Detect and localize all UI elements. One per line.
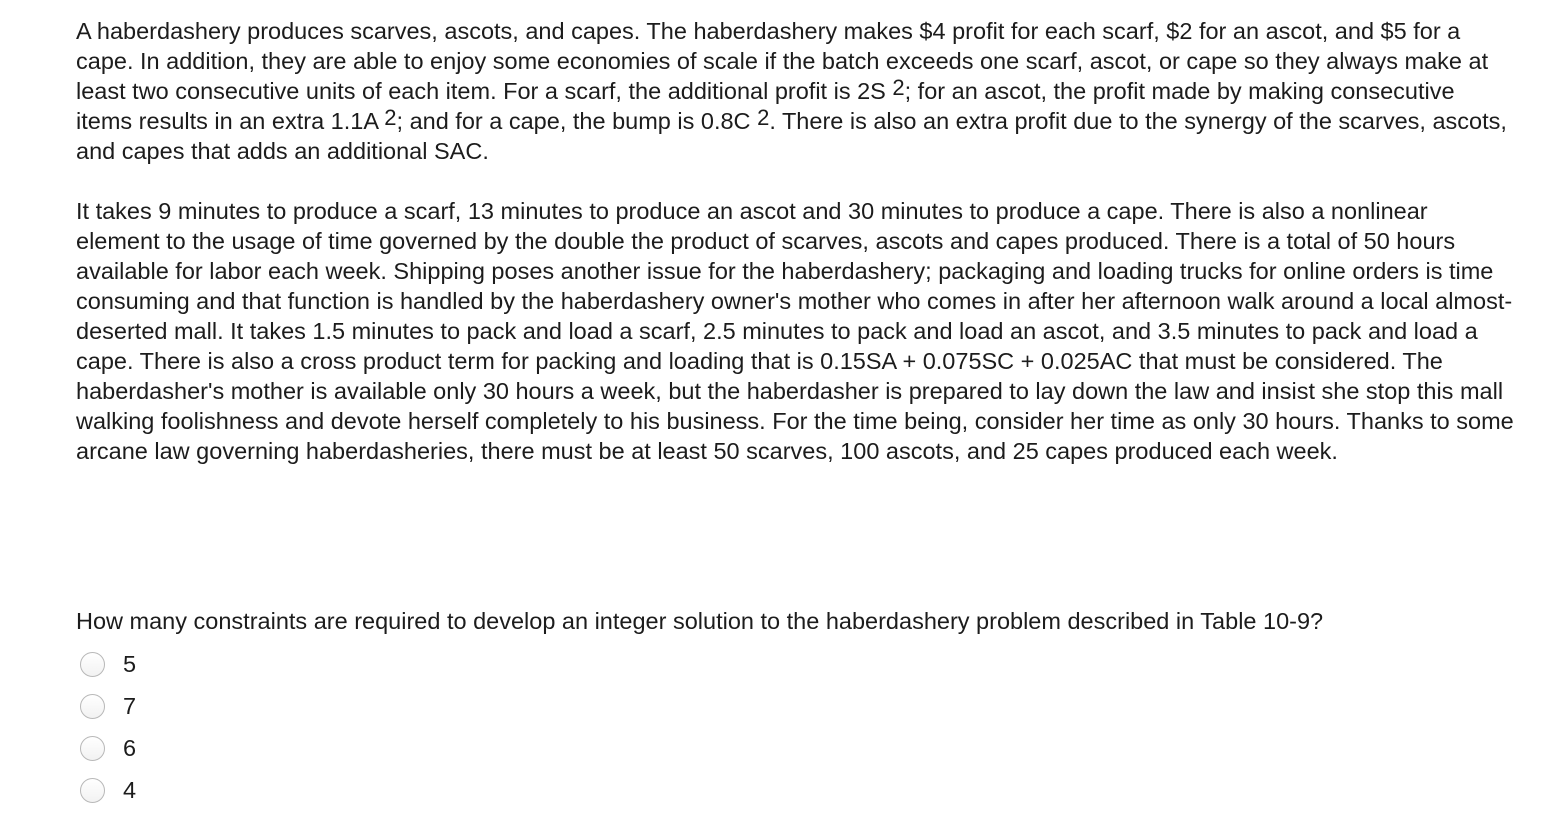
problem-text (76, 12, 1516, 466)
answer-option-2[interactable] (80, 685, 136, 727)
radio-button[interactable] (80, 778, 105, 803)
answer-option-label: 4 (123, 777, 137, 803)
p1-text-c: ; and for a cape, the bump is 0.8C (396, 108, 758, 134)
superscript-2-ascot: 2 (384, 105, 397, 130)
answer-option-3[interactable] (80, 727, 136, 769)
problem-paragraph-2: It takes 9 minutes to produce a scarf, 13 minutes to produce an ascot and 30 minutes to produce a cape. There is also a nonlinear element to the usage of time governed by the double the product of scarves, ascots and capes produced. There is a total of 50 hours available for labor each week. Shipping poses another issue for the haberdashery; packaging and loading trucks for online orders is time consuming and that function is handled by the haberdashery owner's mother who comes in after her afternoon walk around a local almost-deserted mall. It takes 1.5 minutes to pack and load a scarf, 2.5 minutes to pack and load an ascot, and 3.5 minutes to pack and load a cape. There is also a cross product term for packing and loading that is 0.15SA + 0.075SC + 0.025AC that must be considered. The haberdasher's mother is available only 30 hours a week, but the haberdasher is prepared to lay down the law and insist she stop this mall walking foolishness and devote herself completely to his business. For the time being, consider her time as only 30 hours. Thanks to some arcane law governing haberdasheries, there must be at least 50 scarves, 100 ascots, and 25 capes produced each week. (76, 198, 1514, 464)
p1-text-b: ; for an ascot, the profit made by making consecutive items results in an extra 1.1A (76, 78, 1455, 134)
answer-option-4[interactable] (80, 769, 136, 811)
superscript-2-scarf: 2 (892, 75, 905, 100)
problem-paragraph-1 (76, 16, 1516, 166)
answer-option-1[interactable] (80, 643, 136, 685)
answer-option-label: 6 (123, 735, 137, 761)
answer-option-label: 5 (123, 651, 137, 677)
radio-button[interactable] (80, 694, 105, 719)
answer-options (80, 643, 136, 811)
radio-button[interactable] (80, 736, 105, 761)
radio-button[interactable] (80, 652, 105, 677)
question-text: How many constraints are required to develop an integer solution to the haberdashery problem described in Table 10-9? (76, 608, 1324, 634)
superscript-2-cape: 2 (757, 105, 770, 130)
p1-text-a: A haberdashery produces scarves, ascots, and capes. The haberdashery makes $4 profit for each scarf, $2 for an ascot, and $5 for a cape. In addition, they are able to enjoy some economies of scale if the batch exceeds one scarf, ascot, or cape so they always make at least two consecutive units of each item. For a scarf, the additional profit is 2S (76, 18, 1489, 104)
p1-text-d: . There is also an extra profit due to the synergy of the scarves, ascots, and capes that adds an additional SAC. (76, 108, 1507, 164)
answer-option-label: 7 (123, 693, 137, 719)
